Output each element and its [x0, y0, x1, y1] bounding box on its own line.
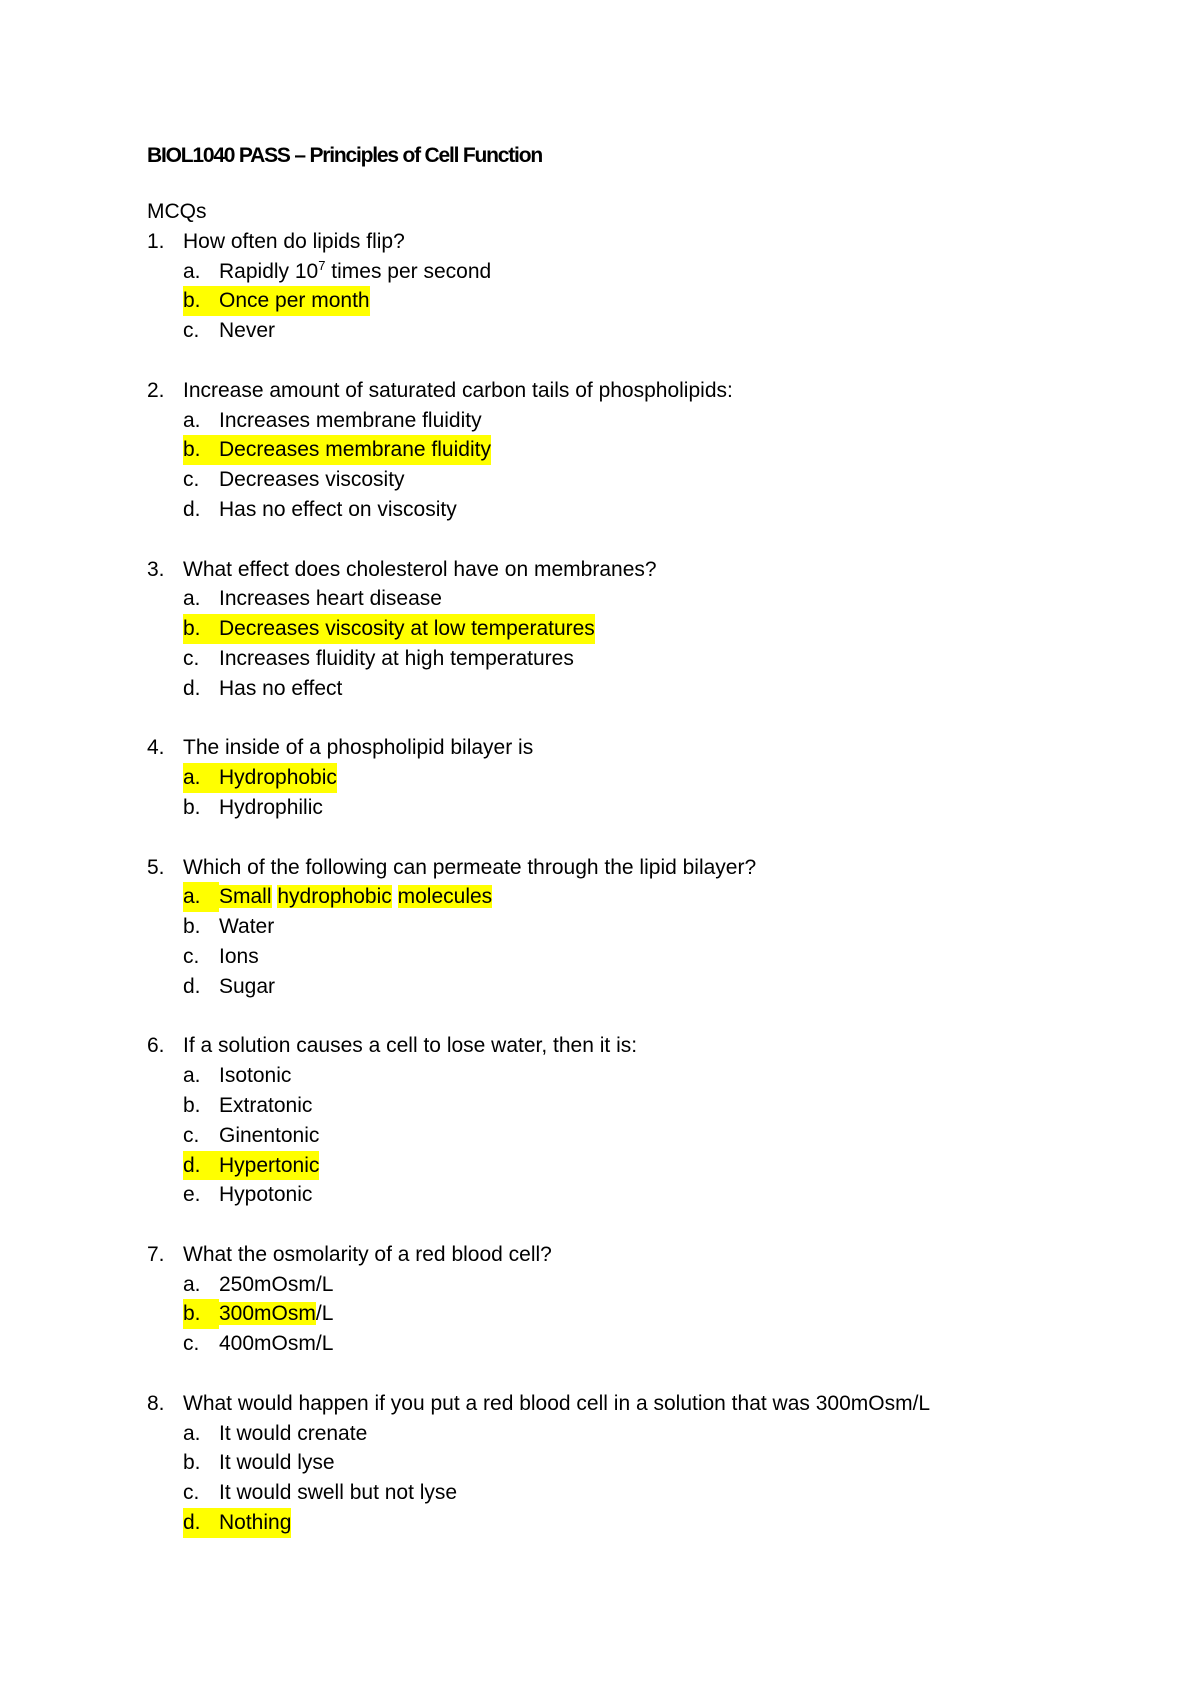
question-line: [147, 1031, 1107, 1061]
option-letter: a.: [183, 1272, 201, 1296]
option-letter: c.: [183, 319, 200, 343]
highlighted-word: Small: [219, 885, 272, 909]
option-text: Has no effect on viscosity: [219, 497, 457, 521]
answer-option: [147, 1091, 1107, 1121]
option-letter: d.: [183, 497, 201, 521]
option-text: [219, 257, 491, 287]
option-letter: c.: [183, 646, 200, 670]
question-line: [147, 853, 1107, 883]
option-text: Hydrophilic: [219, 795, 323, 819]
option-text: Extratonic: [219, 1093, 313, 1117]
option-text: 250mOsm/L: [219, 1272, 334, 1296]
answer-option: [147, 674, 1107, 704]
option-text: Never: [219, 319, 276, 343]
answer-option: [147, 1419, 1107, 1449]
answer-option-highlighted: [147, 882, 1107, 912]
question-text: What the osmolarity of a red blood cell?: [183, 1242, 552, 1266]
option-text: Has no effect: [219, 676, 343, 700]
option-text: 400mOsm/L: [219, 1332, 334, 1356]
question-number: 6.: [147, 1034, 165, 1058]
question-item: [147, 1031, 1107, 1210]
question-line: [147, 376, 1107, 406]
answer-option-highlighted: [147, 1299, 1107, 1329]
option-letter: e.: [183, 1183, 201, 1207]
question-text: If a solution causes a cell to lose water, then it is:: [183, 1034, 638, 1058]
question-line: [147, 733, 1107, 763]
option-letter: b.: [183, 614, 219, 644]
question-number: 3.: [147, 557, 165, 581]
option-text: It would swell but not lyse: [219, 1481, 458, 1505]
question-line: [147, 1240, 1107, 1270]
option-letter: d.: [183, 974, 201, 998]
option-text: It would crenate: [219, 1421, 368, 1445]
option-letter: a.: [183, 587, 201, 611]
answer-option: [147, 1121, 1107, 1151]
option-letter: c.: [183, 944, 200, 968]
option-letter: c.: [183, 1481, 200, 1505]
option-text: [219, 882, 492, 912]
option-text: Increases heart disease: [219, 587, 442, 611]
option-letter: d.: [183, 676, 201, 700]
section-heading: MCQs: [147, 200, 207, 223]
answer-option-highlighted: [147, 1508, 1107, 1538]
answer-option-highlighted: [147, 1151, 1107, 1181]
option-letter: c.: [183, 468, 200, 492]
question-item: [147, 555, 1107, 704]
answer-option: [147, 316, 1107, 346]
option-letter: b.: [183, 286, 219, 316]
option-letter: a.: [183, 763, 219, 793]
option-letter: d.: [183, 1508, 219, 1538]
option-text: Decreases viscosity: [219, 468, 405, 492]
question-text: Increase amount of saturated carbon tails of phospholipids:: [183, 378, 733, 402]
highlighted-text: 300mOsm: [219, 1302, 316, 1326]
question-item: [147, 1389, 1107, 1538]
document-title: BIOL1040 PASS – Principles of Cell Function: [147, 144, 542, 167]
option-text: Increases fluidity at high temperatures: [219, 646, 574, 670]
answer-option: [147, 1478, 1107, 1508]
answer-option: [147, 793, 1107, 823]
answer-option: [147, 495, 1107, 525]
highlighted-word: molecules: [397, 885, 493, 909]
option-text: Ginentonic: [219, 1123, 320, 1147]
option-letter: b.: [183, 915, 201, 939]
option-letter: a.: [183, 1421, 201, 1445]
answer-option: [147, 1448, 1107, 1478]
question-line: [147, 555, 1107, 585]
question-number: 1.: [147, 229, 165, 253]
question-item: [147, 1240, 1107, 1359]
option-text: Increases membrane fluidity: [219, 408, 482, 432]
option-letter: b.: [183, 795, 201, 819]
option-text: Nothing: [219, 1508, 291, 1538]
answer-option: [147, 465, 1107, 495]
option-text-rest: /L: [315, 1302, 334, 1326]
question-text: What would happen if you put a red blood cell in a solution that was 300mOsm/L: [183, 1391, 931, 1415]
question-text: The inside of a phospholipid bilayer is: [183, 736, 534, 760]
question-item: [147, 376, 1107, 525]
question-number: 7.: [147, 1242, 165, 1266]
question-number: 2.: [147, 378, 165, 402]
question-line: [147, 1389, 1107, 1419]
option-letter: b.: [183, 1451, 201, 1475]
question-text: What effect does cholesterol have on membranes?: [183, 557, 657, 581]
option-letter: a.: [183, 408, 201, 432]
option-letter: a.: [183, 882, 219, 912]
question-list: [147, 227, 1107, 1538]
option-text: Ions: [219, 944, 259, 968]
answer-option: [147, 912, 1107, 942]
question-number: 5.: [147, 855, 165, 879]
option-letter: b.: [183, 1093, 201, 1117]
option-text: Sugar: [219, 974, 276, 998]
question-item: [147, 227, 1107, 346]
option-text-after: times per second: [325, 259, 492, 283]
highlighted-word: hydrophobic: [277, 885, 392, 909]
superscript-exponent: 7: [318, 257, 326, 273]
option-text: Hydrophobic: [219, 763, 337, 793]
answer-option-highlighted: [147, 286, 1107, 316]
answer-option: [147, 1061, 1107, 1091]
question-item: [147, 733, 1107, 822]
option-text: Decreases membrane fluidity: [219, 435, 491, 465]
option-letter: c.: [183, 1123, 200, 1147]
option-letter: c.: [183, 1332, 200, 1356]
question-number: 4.: [147, 736, 165, 760]
option-text: Isotonic: [219, 1064, 292, 1088]
question-text: How often do lipids flip?: [183, 229, 405, 253]
answer-option: [147, 584, 1107, 614]
option-letter: b.: [183, 435, 219, 465]
option-text: It would lyse: [219, 1451, 335, 1475]
answer-option: [147, 1180, 1107, 1210]
option-text: Hypotonic: [219, 1183, 313, 1207]
answer-option: [147, 942, 1107, 972]
document-body: [147, 140, 1107, 1568]
question-number: 8.: [147, 1391, 165, 1415]
option-letter: b.: [183, 1299, 219, 1329]
option-letter: a.: [183, 259, 201, 283]
answer-option: [147, 972, 1107, 1002]
option-text: Hypertonic: [219, 1151, 319, 1181]
option-text: Water: [219, 915, 275, 939]
option-text-before: Rapidly 10: [219, 259, 319, 283]
answer-option: [147, 644, 1107, 674]
answer-option: [147, 1270, 1107, 1300]
answer-option: [147, 406, 1107, 436]
question-item: [147, 853, 1107, 1002]
option-text: [219, 1299, 333, 1329]
question-line: [147, 227, 1107, 257]
question-text: Which of the following can permeate through the lipid bilayer?: [183, 855, 757, 879]
answer-option-highlighted: [147, 435, 1107, 465]
answer-option: [147, 257, 1107, 287]
answer-option: [147, 1329, 1107, 1359]
answer-option-highlighted: [147, 763, 1107, 793]
option-text: Decreases viscosity at low temperatures: [219, 614, 595, 644]
answer-option-highlighted: [147, 614, 1107, 644]
option-letter: a.: [183, 1064, 201, 1088]
option-letter: d.: [183, 1151, 219, 1181]
option-text: Once per month: [219, 286, 370, 316]
